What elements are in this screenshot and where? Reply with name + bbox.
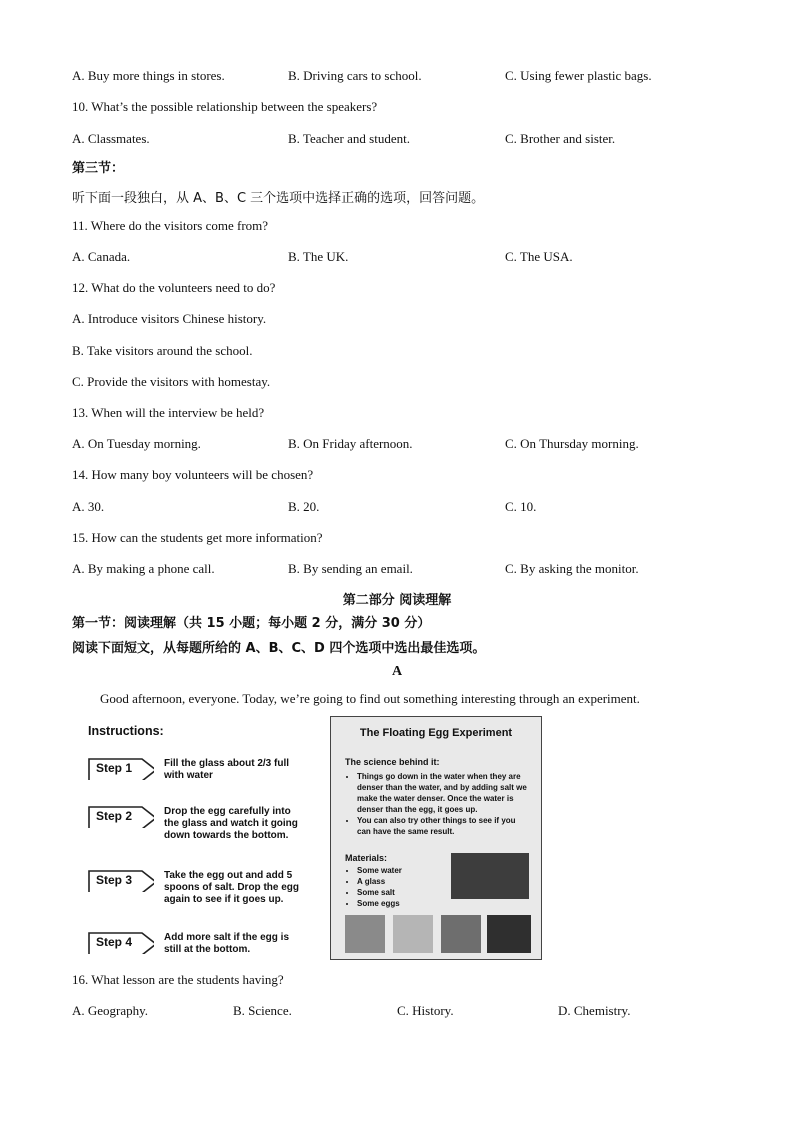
q15-option-a: A. By making a phone call.	[72, 561, 215, 576]
q13-question: 13. When will the interview be held?	[72, 405, 265, 420]
step-4-text: Add more salt if the egg is still at the bottom.	[164, 932, 290, 955]
q16-option-d: D. Chemistry.	[558, 1003, 631, 1018]
q13-options	[72, 436, 732, 454]
students-photo	[451, 853, 529, 899]
section3-heading: 第三节：	[72, 161, 125, 176]
q13-option-b: B. On Friday afternoon.	[288, 436, 413, 451]
part2-section1: 第一节：阅读理解（共 15 小题；每小题 2 分，满分 30 分）	[72, 616, 431, 631]
q15-options	[72, 561, 732, 579]
q9-option-c: C. Using fewer plastic bags.	[505, 68, 652, 83]
step-2-label: Step 2	[96, 809, 133, 823]
q9-option-b: B. Driving cars to school.	[288, 68, 422, 83]
step-4-label: Step 4	[96, 935, 133, 949]
q9-options	[72, 68, 732, 86]
poster-material-item: • Some eggs	[357, 898, 457, 909]
step-1-text: Fill the glass about 2/3 full with water	[164, 758, 290, 781]
q11-question: 11. Where do the visitors come from?	[72, 218, 269, 233]
step-1-label: Step 1	[96, 761, 133, 775]
section3-instruction: 听下面一段独白，从 A、B、C 三个选项中选择正确的选项，回答问题。	[72, 191, 485, 206]
poster-title: The Floating Egg Experiment	[359, 727, 513, 739]
q16-question: 16. What lesson are the students having?	[72, 972, 284, 987]
q13-option-c: C. On Thursday morning.	[505, 436, 639, 451]
poster-materials-heading: Materials:	[345, 853, 388, 863]
poster-science-point: • Things go down in the water when they are denser than the water, and by adding salt we make the water denser. Once the water is denser than the egg, it goes up.	[357, 771, 527, 815]
poster-material-item: • Some water	[357, 865, 457, 876]
floating-egg-poster	[330, 716, 542, 960]
q14-question: 14. How many boy volunteers will be chosen?	[72, 467, 314, 482]
q12-option-b: B. Take visitors around the school.	[72, 343, 253, 358]
q16-options	[72, 1003, 732, 1021]
q10-option-b: B. Teacher and student.	[288, 131, 410, 146]
passage-intro: Good afternoon, everyone. Today, we’re going to find out something interesting through an experiment.	[100, 691, 640, 706]
q15-option-c: C. By asking the monitor.	[505, 561, 639, 576]
part2-instruction: 阅读下面短文，从每题所给的 A、B、C、D 四个选项中选出最佳选项。	[72, 641, 486, 656]
q15-option-b: B. By sending an email.	[288, 561, 413, 576]
q12-option-a: A. Introduce visitors Chinese history.	[72, 311, 267, 326]
q13-option-a: A. On Tuesday morning.	[72, 436, 201, 451]
poster-science-point: • You can also try other things to see if you can have the same result.	[357, 815, 527, 837]
q11-option-c: C. The USA.	[505, 249, 573, 264]
q11-option-a: A. Canada.	[72, 249, 131, 264]
step-2-text: Drop the egg carefully into the glass and watch it going down towards the bottom.	[164, 806, 298, 841]
poster-science-heading: The science behind it:	[345, 757, 440, 767]
water-bottles-photo	[345, 915, 385, 953]
instructions-title: Instructions:	[88, 724, 164, 738]
q14-options	[72, 499, 732, 517]
eggs-photo	[487, 915, 531, 953]
q16-option-c: C. History.	[397, 1003, 454, 1018]
q10-option-c: C. Brother and sister.	[505, 131, 616, 146]
q16-option-b: B. Science.	[233, 1003, 292, 1018]
q10-option-a: A. Classmates.	[72, 131, 150, 146]
q11-options	[72, 249, 732, 267]
glass-photo	[393, 915, 433, 953]
poster-science-list	[345, 771, 527, 837]
poster-materials-list	[345, 865, 457, 909]
part2-title: 第二部分 阅读理解	[342, 593, 452, 608]
passage-label: A	[391, 664, 403, 679]
q14-option-a: A. 30.	[72, 499, 105, 514]
poster-material-item: • A glass	[357, 876, 457, 887]
poster-material-item: • Some salt	[357, 887, 457, 898]
salt-photo	[441, 915, 481, 953]
q12-question: 12. What do the volunteers need to do?	[72, 280, 276, 295]
q9-option-a: A. Buy more things in stores.	[72, 68, 225, 83]
step-3-text: Take the egg out and add 5 spoons of salt. Drop the egg again to see if it goes up.	[164, 870, 300, 905]
q11-option-b: B. The UK.	[288, 249, 349, 264]
q14-option-c: C. 10.	[505, 499, 537, 514]
q14-option-b: B. 20.	[288, 499, 320, 514]
q12-option-c: C. Provide the visitors with homestay.	[72, 374, 271, 389]
instructions-figure	[88, 722, 308, 962]
step-3-label: Step 3	[96, 873, 133, 887]
q15-question: 15. How can the students get more information?	[72, 530, 323, 545]
q10-question: 10. What’s the possible relationship between the speakers?	[72, 99, 378, 114]
q10-options	[72, 131, 732, 149]
q16-option-a: A. Geography.	[72, 1003, 149, 1018]
